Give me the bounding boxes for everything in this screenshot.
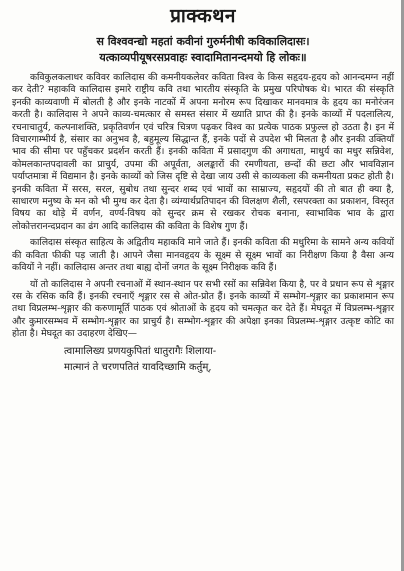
paragraph-2: कालिदास संस्कृत साहित्य के अद्वितीय महाकवि माने जाते हैं। इनकी कविता की मधुरिमा के सामने अन्य कवियों की कविता फीकी पड़ जाती है। आपने जैसा मानवहृदय के सूक्ष्म से सूक्ष्म भावों का निरीक्षण किया है वैसा अन्य कवियों ने नहीं। कालिदास अन्तर तथा बाह्य दोनों जगत के सूक्ष्म निरीक्षक कवि हैं।	[12, 237, 394, 274]
opening-verse-line-1: स विश्ववन्द्यो महतां कवीनां गुरुर्मनीषी कविकालिदासः।	[96, 35, 310, 48]
page-title: प्राक्कथन	[170, 5, 236, 27]
quote-line-2: मात्मानं ते चरणपतितं यावदिच्छामि कर्तुम्,	[64, 361, 212, 373]
opening-verse-line-2: यत्काव्यपीयूषरसप्रवाहः स्वादामितानन्दमयो हि लोकः॥	[99, 51, 307, 64]
paragraph-1: कविकुलकलाधर कविवर कालिदास की कमनीयकलेवर कविता विश्व के किस सहृदय-हृदय को आनन्दमग्न नहीं कर देती? महाकवि कालिदास इमारे राष्ट्रीय कवि तथा भारतीय संस्कृति के प्रमुख परिपोषक थे। भारत की संस्कृति इनकी काव्यवाणी में बोलती है और इनके नाटकों में अपना मनोरम रूप दिखाकर मानवमात्र के हृदय का मनोरंजन करती है। कालिदास ने अपने काव्य-चमत्कार से समस्त संसार में ख्याति प्राप्त की है। इनके काव्यों में पदलालित्य, रचनाचातुर्य, कल्पनाशक्ति, प्रकृतिवर्णन एवं चरित्र चित्रण पढ़कर विश्व का प्रत्येक पाठक प्रफुल्ल हो उठता है। इन में विचारगाम्भीर्य है, संसार का अनुभव है, बहुमूल्य सिद्धान्त हैं, इनके पदों से उपदेश भी मिलता है और इनकी उक्तियाँ भाव की सीमा पर पहुँचकर प्रदर्शन करती हैं। इनकी कविता में प्रसादगुण की अगाधता, माधुर्य का मधुर सन्निवेश, कोमलकान्तपदावली का प्राचुर्य, उपमा की अपूर्वता, अलङ्कारों की रमणीयता, छन्दों की छटा और भावविज्ञान पर्याप्तमात्रा में विद्यमान है। इनके काव्यों को जिस दृष्टि से देखा जाय उसी से काव्यकला की कमनीयता प्रकट होती है। इनकी कविता में सरस, सरल, सुबोध तथा सुन्दर शब्द एवं भावों का साम्राज्य, सहृदयों की तो बात ही क्या है, साधारण मनुष्य के मन को भी मुग्ध कर देता है। व्यंग्यार्थप्रतिपादन की विलक्षण शैली, रसपरक्ता का प्रकाशन, विस्तृत विषय का थोड़े में वर्णन, वर्ण्य-विषय को सुन्दर क्रम से रखकर रोचक बनाना, स्वाभाविक भाव के द्वारा लोकोत्तरानन्दप्रदान का ढंग आदि कालिदास की कविता के विशेष गुण हैं।	[12, 72, 394, 232]
quote-line-1: त्वामालिख्य प्रणयकुपितां धातुरागैः शिलाया-	[64, 345, 217, 357]
paragraph-3: यों तो कालिदास ने अपनी रचनाओं में स्थान-स्थान पर सभी रसों का सन्निवेश किया है, पर वे प्रधान रूप से शृङ्गार रस के रसिक कवि हैं। इनकी रचनाएँ शृङ्गार रस से ओत-प्रोत हैं। इनके काव्यों में सम्भोग-शृङ्गार का प्रकाशमान रूप तथा विप्रलम्भ-शृङ्गार की करुणामूर्ति पाठक एवं श्रोताओं के हृदय को चमत्कृत कर देते हैं। मेघदूत में विप्रलम्भ-शृङ्गार और कुमारसम्भव में सम्भोग-शृङ्गार का प्राचुर्य है। सम्भोग-शृङ्गार की अपेक्षा इनका विप्रलम्भ-शृङ्गार उत्कृष्ट कोटि का होता है। मेघदूत का उदाहरण देखिए—	[12, 278, 394, 340]
